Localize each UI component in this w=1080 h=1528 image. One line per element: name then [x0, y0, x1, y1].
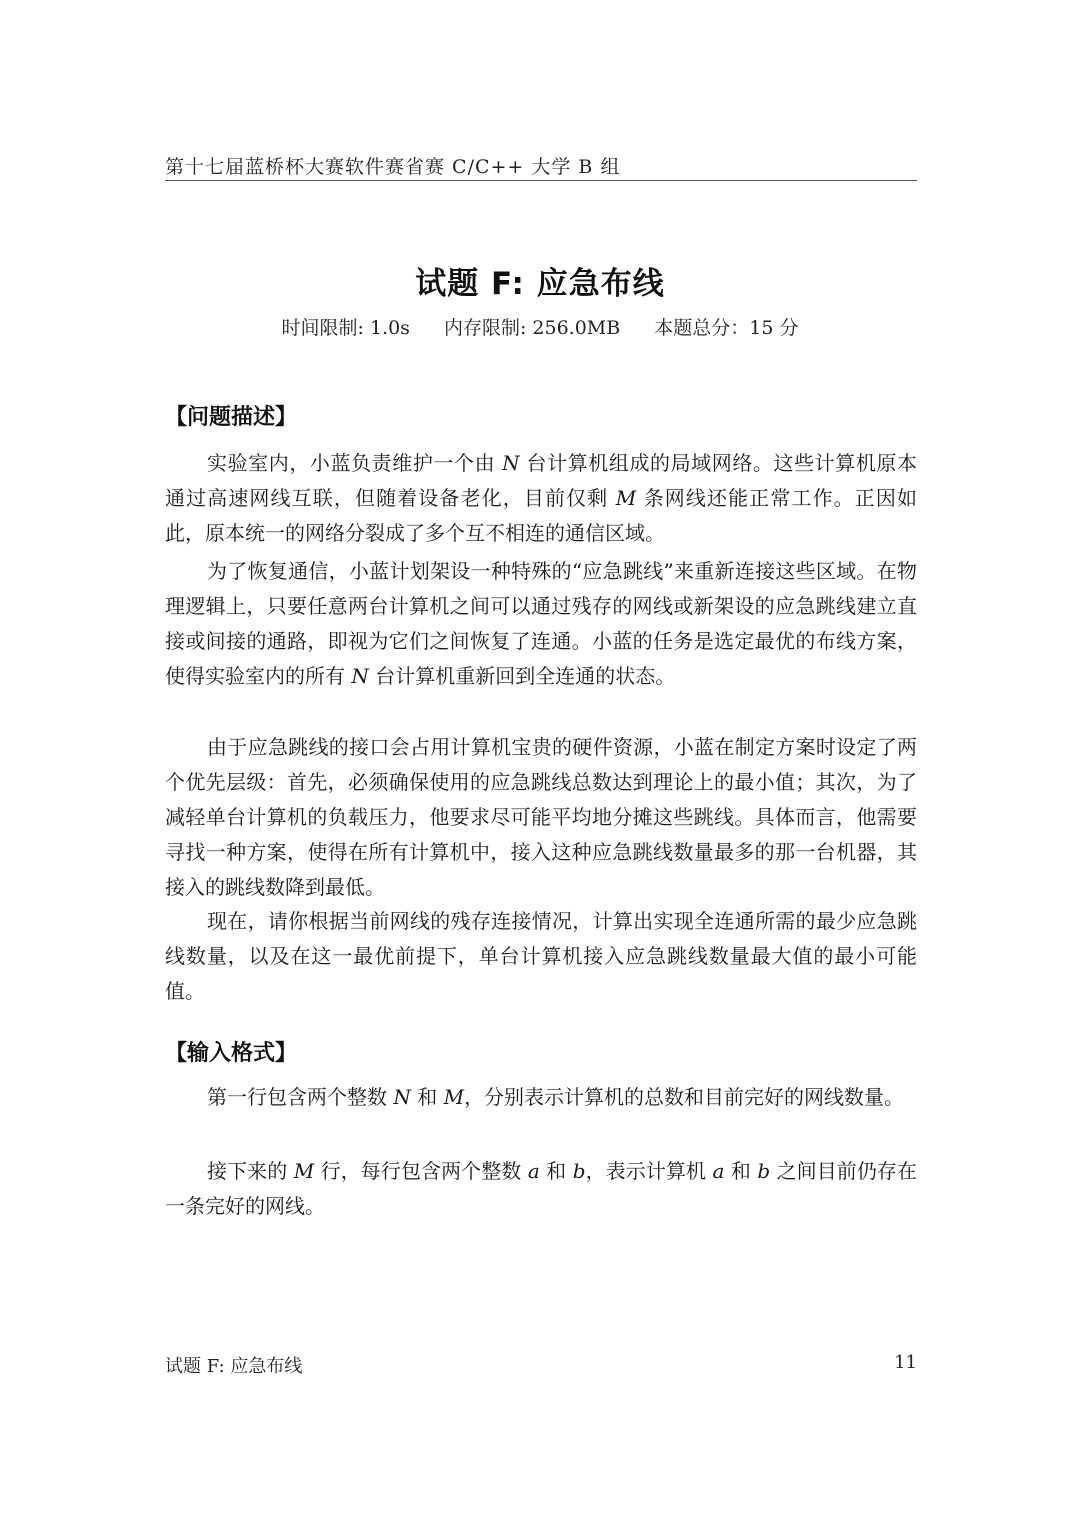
memory-limit: 内存限制: 256.0MB: [443, 317, 621, 339]
description-paragraph-1: 实验室内，小蓝负责维护一个由 N 台计算机组成的局域网络。这些计算机原本通过高速网线互联，但随着设备老化，目前仅剩 M 条网线还能正常工作。正因如此，原本统一的网络分裂成了多个互不相连的通信区域。: [165, 451, 918, 545]
time-limit: 时间限制: 1.0s: [281, 317, 410, 339]
header-divider: [165, 180, 917, 181]
total-score: 本题总分：15 分: [654, 317, 799, 339]
description-paragraph-2: 为了恢复通信，小蓝计划架设一种特殊的“应急跳线”来重新连接这些区域。在物理逻辑上，只要任意两台计算机之间可以通过残存的网线或新架设的应急跳线建立直接或间接的通路，即视为它们之间恢复了连通。小蓝的任务是选定最优的布线方案，使得实验室内的所有 N 台计算机重新回到全连通的状态。: [165, 559, 917, 688]
problem-limits: [0, 313, 1080, 340]
section-heading-description: 【问题描述】: [165, 405, 298, 430]
description-paragraph-4: 现在，请你根据当前网线的残存连接情况，计算出实现全连通所需的最少应急跳线数量，以及在这一最优前提下，单台计算机接入应急跳线数量最大值的最小可能值。: [165, 909, 917, 1003]
input-format-paragraph-2: 接下来的 M 行，每行包含两个整数 a 和 b，表示计算机 a 和 b 之间目前仍存在一条完好的网线。: [165, 1159, 918, 1218]
description-paragraph-3: 由于应急跳线的接口会占用计算机宝贵的硬件资源，小蓝在制定方案时设定了两个优先层级：首先，必须确保使用的应急跳线总数达到理论上的最小值；其次，为了减轻单台计算机的负载压力，他要求尽可能平均地分摊这些跳线。具体而言，他需要寻找一种方案，使得在所有计算机中，接入这种应急跳线数量最多的那一台机器，其接入的跳线数降到最低。: [165, 735, 917, 899]
running-header: 第十七届蓝桥杯大赛软件赛省赛 C/C++ 大学 B 组: [165, 156, 621, 178]
problem-title: 试题 F: 应急布线: [415, 266, 665, 302]
input-format-paragraph-1: 第一行包含两个整数 N 和 M，分别表示计算机的总数和目前完好的网线数量。: [207, 1085, 905, 1109]
page-number: 11: [894, 1352, 917, 1373]
section-heading-input-format: 【输入格式】: [165, 1041, 298, 1066]
footer-title: 试题 F: 应急布线: [165, 1356, 303, 1377]
